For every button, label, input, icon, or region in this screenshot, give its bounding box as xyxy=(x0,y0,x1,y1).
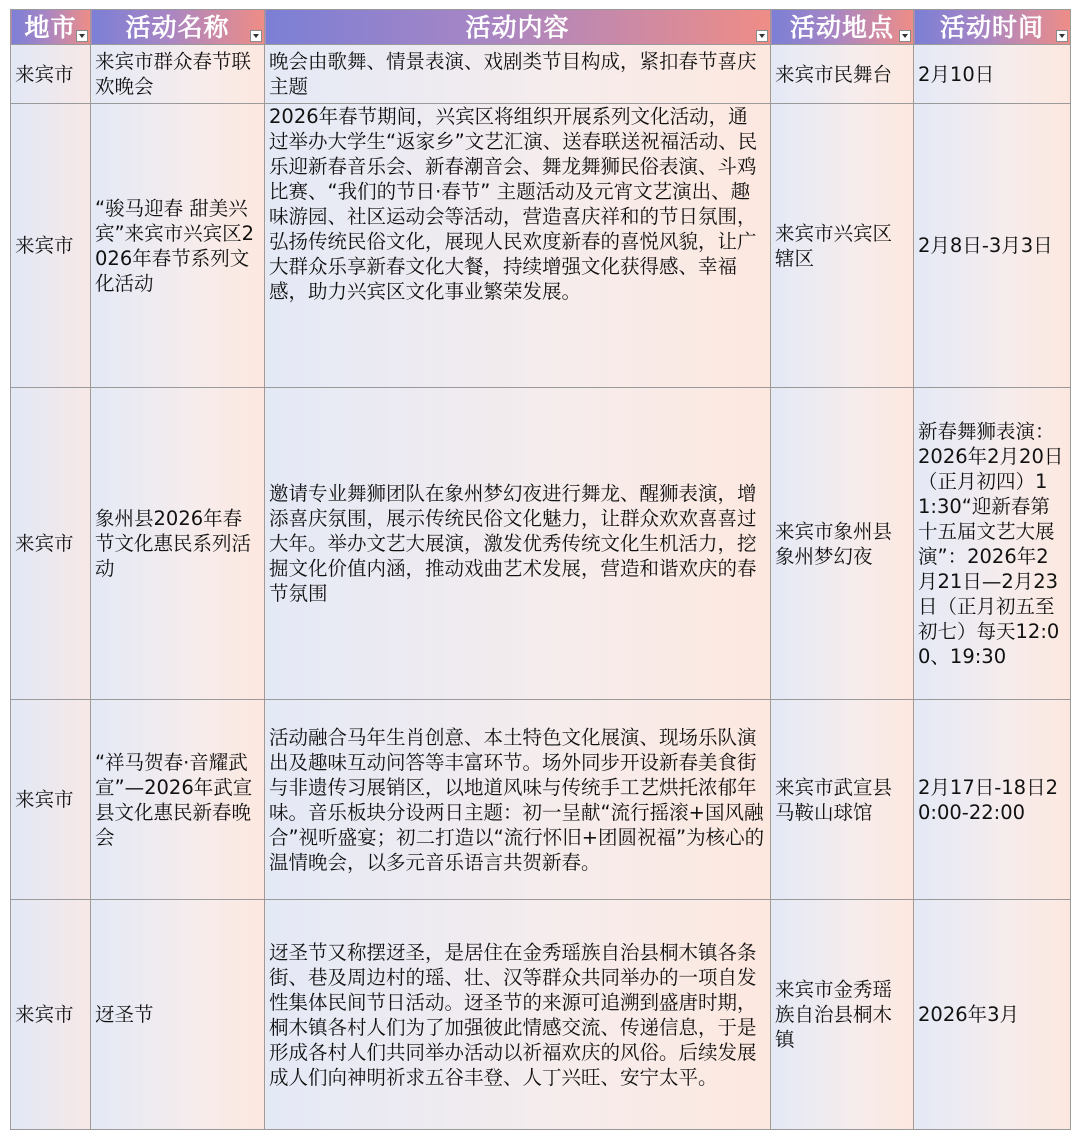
filter-dropdown-icon[interactable] xyxy=(899,30,911,42)
cell-content[interactable]: 邀请专业舞狮团队在象州梦幻夜进行舞龙、醒狮表演，增添喜庆氛围，展示传统民俗文化魅力，让群众欢欢喜喜过大年。举办文艺大展演，激发优秀传统文化生机活力，挖掘文化价值内涵，推动戏曲艺术发展，营造和谐欢庆的春节氛围 xyxy=(265,388,771,700)
filter-dropdown-icon[interactable] xyxy=(76,30,88,42)
table-row xyxy=(11,104,1071,388)
cell-name[interactable]: 象州县2026年春节文化惠民系列活动 xyxy=(91,388,265,700)
cell-name[interactable]: 迓圣节 xyxy=(91,900,265,1130)
table-row xyxy=(11,388,1071,700)
header-row xyxy=(11,10,1071,45)
cell-location[interactable]: 来宾市兴宾区辖区 xyxy=(771,104,914,388)
header-city: 地市 xyxy=(11,10,91,45)
cell-content[interactable]: 晚会由歌舞、情景表演、戏剧类节目构成，紧扣春节喜庆主题 xyxy=(265,45,771,104)
cell-city[interactable]: 来宾市 xyxy=(11,900,91,1130)
cell-time[interactable]: 2月17日-18日20:00-22:00 xyxy=(914,700,1071,900)
filter-dropdown-icon[interactable] xyxy=(250,30,262,42)
header-content: 活动内容 xyxy=(265,10,771,45)
table-row xyxy=(11,700,1071,900)
header-name: 活动名称 xyxy=(91,10,265,45)
cell-name[interactable]: “骏马迎春 甜美兴宾”来宾市兴宾区2026年春节系列文化活动 xyxy=(91,104,265,388)
cell-city[interactable]: 来宾市 xyxy=(11,388,91,700)
cell-location[interactable]: 来宾市民舞台 xyxy=(771,45,914,104)
header-time: 活动时间 xyxy=(914,10,1071,45)
cell-content[interactable]: 迓圣节又称摆迓圣，是居住在金秀瑶族自治县桐木镇各条街、巷及周边村的瑶、壮、汉等群众共同举办的一项自发性集体民间节日活动。迓圣节的来源可追溯到盛唐时期，桐木镇各村人们为了加强彼此情感交流、传递信息，于是形成各村人们共同举办活动以祈福欢庆的风俗。后续发展成人们向神明祈求五谷丰登、人丁兴旺、安宁太平。 xyxy=(265,900,771,1130)
cell-name[interactable]: “祥马贺春·音耀武宣”—2026年武宣县文化惠民新春晚会 xyxy=(91,700,265,900)
cell-time[interactable]: 新春舞狮表演：2026年2月20日（正月初四）11:30“迎新春第十五届文艺大展演”：2026年2月21日—2月23日（正月初五至初七）每天12:00、19:30 xyxy=(914,388,1071,700)
cell-location[interactable]: 来宾市金秀瑶族自治县桐木镇 xyxy=(771,900,914,1130)
cell-time[interactable]: 2026年3月 xyxy=(914,900,1071,1130)
cell-location[interactable]: 来宾市象州县象州梦幻夜 xyxy=(771,388,914,700)
table-row xyxy=(11,900,1071,1130)
activity-table xyxy=(10,9,1071,1130)
filter-dropdown-icon[interactable] xyxy=(756,30,768,42)
cell-time[interactable]: 2月8日-3月3日 xyxy=(914,104,1071,388)
table-row xyxy=(11,45,1071,104)
cell-city[interactable]: 来宾市 xyxy=(11,104,91,388)
header-location: 活动地点 xyxy=(771,10,914,45)
cell-city[interactable]: 来宾市 xyxy=(11,45,91,104)
cell-location[interactable]: 来宾市武宣县马鞍山球馆 xyxy=(771,700,914,900)
cell-city[interactable]: 来宾市 xyxy=(11,700,91,900)
cell-name[interactable]: 来宾市群众春节联欢晚会 xyxy=(91,45,265,104)
cell-content[interactable]: 2026年春节期间，兴宾区将组织开展系列文化活动，通过举办大学生“返家乡”文艺汇演、送春联送祝福活动、民乐迎新春音乐会、新春潮音会、舞龙舞狮民俗表演、斗鸡比赛、“我们的节日·春节” 主题活动及元宵文艺演出、趣味游园、社区运动会等活动，营造喜庆祥和的节日氛围，弘扬传统民俗文化，展现人民欢度新春的喜悦风貌，让广大群众乐享新春文化大餐，持续增强文化获得感、幸福感，助力兴宾区文化事业繁荣发展。 xyxy=(265,104,771,388)
cell-time[interactable]: 2月10日 xyxy=(914,45,1071,104)
cell-content[interactable]: 活动融合马年生肖创意、本土特色文化展演、现场乐队演出及趣味互动问答等丰富环节。场外同步开设新春美食街与非遗传习展销区，以地道风味与传统手工艺烘托浓郁年味。音乐板块分设两日主题：初一呈献“流行摇滚+国风融合”视听盛宴；初二打造以“流行怀旧+团圆祝福”为核心的温情晚会，以多元音乐语言共贺新春。 xyxy=(265,700,771,900)
filter-dropdown-icon[interactable] xyxy=(1056,30,1068,42)
